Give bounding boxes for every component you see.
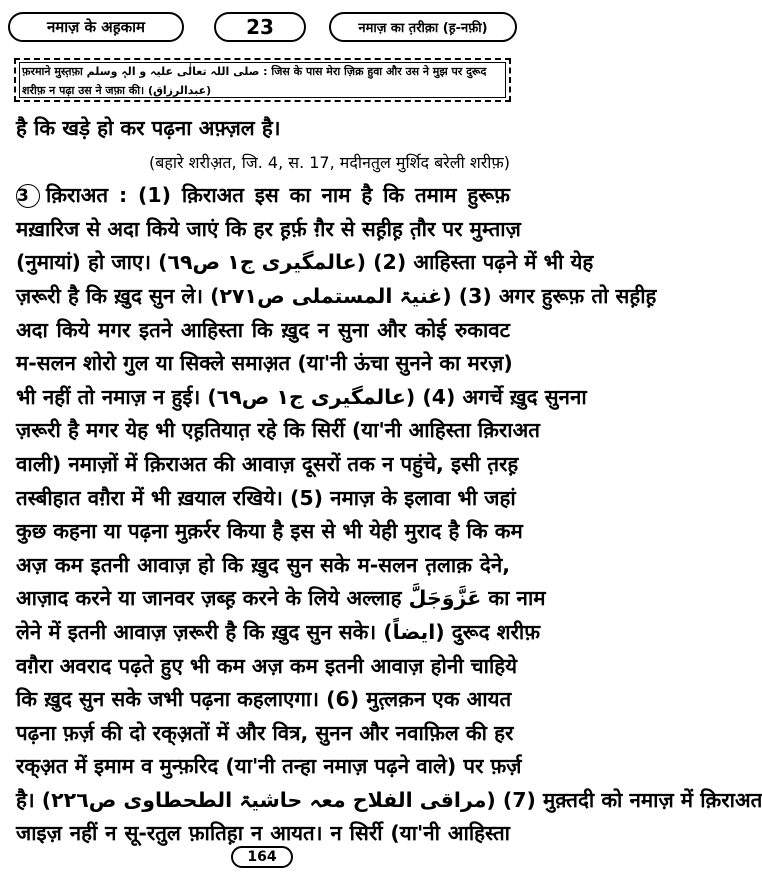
- text-line: कुछ कहना या पढ़ना मुक़र्रर किया है इस से भी येही मुराद है कि कम: [16, 519, 523, 544]
- text-line: जाइज़ नहीं न सू-रतुल फ़ातिह़ा न आयत। न सिर्री (या'नी आहिस्ता: [16, 821, 510, 846]
- text-line: है कि खड़े हो कर पढ़ना अफ़्ज़ल है।: [16, 116, 281, 140]
- text-line: पढ़ना फ़र्ज़ की दो रक्अ़तों में और वित्र, सुनन और नवाफ़िल की हर: [16, 720, 514, 745]
- main-text: [16, 112, 762, 851]
- page-header: [8, 10, 517, 46]
- text-line: भी नहीं तो नमाज़ न हुई। (عالمگیری ج۱ ص٦۹) (4) अगर्चे ख़ुद सुनना: [16, 384, 587, 409]
- chapter-title-badge: नमाज़ का त़रीक़ा (ह़-नफ़ी): [329, 12, 517, 42]
- text-line: (नुमायां) हो जाए। (عالمگیری ج۱ ص٦۹) (2) आहिस्ता पढ़ने में भी येह: [16, 250, 594, 275]
- text-line: अदा किये मगर इतने आहिस्ता कि ख़ुद न सुना और कोई रुकावट: [16, 317, 510, 342]
- text-line: म-सलन शोरो गुल या सिक्ले समाअ़त (या'नी ऊंचा सुनने का मरज़): [16, 351, 513, 376]
- text-line: ज़रूरी है कि ख़ुद सुन ले। (غنیۃ المستملی ص٢٧١) (3) अगर हुरूफ़ तो सह़ीह़: [16, 283, 657, 308]
- text-line: ज़रूरी है मगर येह भी एह़तियात़ रहे कि सिर्री (या'नी आहिस्ता क़िराअत: [16, 418, 540, 443]
- text-line: लेने में इतनी आवाज़ ज़रूरी है कि ख़ुद सुन सके। (ایضاً) दुरूद शरीफ़: [16, 619, 541, 644]
- text-line: रक्अ़त में इमाम व मुन्फ़रिद (या'नी तन्हा नमाज़ पढ़ने वाले) पर फ़र्ज़: [16, 754, 522, 779]
- footer-page-number: 164: [231, 846, 293, 868]
- farman-text: फ़रमाने मुस्त़फ़ा صلی اللہ تعالٰی علیہ و الہٖ وسلم : जिस के पास मेरा ज़िक्र हुवा और उस ने मुझ पर दुरूद शरीफ़ न पढ़ा उस ने जफ़ा की। (عبدالرزاق): [22, 65, 487, 97]
- farman-box: [14, 58, 511, 102]
- text-line: मख़ारिज से अदा किये जाएं कि हर ह़र्फ़ ग़ैर से सह़ीह़ त़ौर पर मुम्ताज़: [16, 216, 521, 241]
- text-line: कि ख़ुद सुन सके जभी पढ़ना कहलाएगा। (6) मुत़्लक़न एक आयत: [16, 687, 512, 712]
- page-number-badge: 23: [214, 12, 306, 42]
- text-line: [16, 179, 510, 213]
- book-title-badge: नमाज़ के अह़काम: [8, 12, 184, 42]
- text-line: अज़ कम इतनी आवाज़ हो कि ख़ुद सुन सके म-सलन त़लाक़ देने,: [16, 552, 510, 577]
- reference-line: (बहारे शरीअ़त, जि. 4, स. 17, मदीनतुल मुर्शिद बरेली शरीफ़): [148, 152, 510, 172]
- section-number-marker: 3: [16, 184, 40, 208]
- text-line: है। (مراقی الفلاح معہ حاشیۃ الطحطاوی ص٢٢٦) (7) मुक़्तदी को नमाज़ में क़िराअत: [16, 787, 762, 812]
- text-line: आज़ाद करने या जानवर ज़ब्ह़ करने के लिये अल्लाह عَزَّوَجَلَّ का नाम: [16, 586, 546, 611]
- section-heading-line: क़िराअत : (1) क़िराअत इस का नाम है कि तमाम हुरूफ़: [46, 183, 510, 208]
- text-line: तस्बीहात वग़ैरा में भी ख़याल रखिये। (5) नमाज़ के इलावा भी जहां: [16, 485, 516, 510]
- text-line: वग़ैरा अवराद पढ़ते हुए भी कम अज़ कम इतनी आवाज़ होनी चाहिये: [16, 653, 518, 678]
- text-line: वाली) नमाज़ों में क़िराअत की आवाज़ दूसरों तक न पहुंचे, इसी त़रह़: [16, 451, 519, 476]
